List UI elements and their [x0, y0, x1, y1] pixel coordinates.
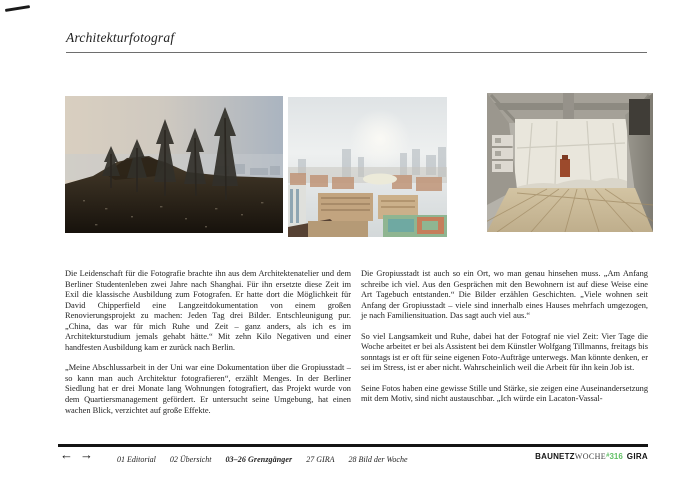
footer-rule	[58, 444, 648, 447]
next-page-arrow-icon[interactable]: →	[80, 447, 93, 462]
brand-hash: #	[606, 453, 610, 459]
chapter-navigation	[117, 455, 408, 464]
nav-item-editorial[interactable]: 01 Editorial	[117, 455, 156, 464]
header-rule	[66, 52, 647, 53]
article-paragraph: Die Gropiusstadt ist auch so ein Ort, wo man genau hinsehen muss. „Am Anfang schreibe ich viel. Aus den Gesprächen mit den Bewohnern ist auf diese Weise eine Art Tagebuch entstanden.“ Die Bilder erzählen Geschichten. „Viele wohnen seit Anfang der Gropiusstadt – viele sind innerhalb eines Hauses mehrfach umgezogen, je nach Familiensituation. Das sagt auch viel aus.“	[361, 269, 648, 321]
page-navigation	[60, 449, 93, 461]
article-paragraph: So viel Langsamkeit und Ruhe, dabei hat der Fotograf nie viel Zeit: Vier Tage die Woche arbeitet er bei als Assistent bei dem Künstler Wolfgang Tillmanns, freitags bis sonntags ist er oft für seine eigenen Foto-Aufträge unterwegs. Man könnte denken, er sei im Stress, ist er aber nicht. Wahrscheinlich weil die Arbeit für ihn kein Job ist.	[361, 331, 648, 373]
brand-baunetz: BAUNETZ	[535, 452, 575, 461]
photo-concrete-interior	[487, 93, 653, 232]
nav-item-uebersicht[interactable]: 02 Übersicht	[169, 455, 212, 464]
photo-trees-demolition-site	[65, 96, 283, 233]
article-paragraph: „Meine Abschlussarbeit in der Uni war eine Dokumentation über die Gropiusstadt – so kann man auch Architektur fotografieren“, erzählt Menges. In der Berliner Siedlung hat er drei Monate lang Wohnungen fotografiert, das Projekt wurde von dem Quartiersmanagement gefördert. Er untersucht seine Umgebung, hat einen wachen Blick, verzichtet auf große Effekte.	[65, 363, 351, 415]
brand-woche: WOCHE	[574, 452, 607, 461]
nav-item-gira[interactable]: 27 GIRA	[306, 455, 335, 464]
nav-item-bild-der-woche[interactable]: 28 Bild der Woche	[348, 455, 408, 464]
page-title: Architekturfotograf	[66, 30, 175, 45]
nav-item-grenzgaenger[interactable]: 03–26 Grenzgänger	[225, 455, 293, 464]
photo-hazy-cityscape	[288, 97, 447, 237]
corner-dash-mark	[5, 5, 30, 12]
photo-3-illustration	[487, 93, 653, 232]
photo-2-illustration	[288, 97, 447, 237]
article-column-right	[361, 269, 648, 415]
brand-gira: GIRA	[626, 452, 648, 461]
article-column-left	[65, 269, 351, 426]
baunetzwoche-logo[interactable]	[535, 452, 648, 461]
photo-1-illustration	[65, 96, 283, 233]
article-paragraph: Seine Fotos haben eine gewisse Stille und Stärke, sie zeigen eine Auseinandersetzung mit dem Motiv, sind nicht austauschbar. „Ich würde ein Lacaton-Vassal-	[361, 383, 649, 404]
article-paragraph: Die Leidenschaft für die Fotografie brachte ihn aus dem Architektenatelier und dem Berliner Studentenleben zwei Jahre nach Shanghai. Für ihn ersetzte diese Zeit im Exil die klassische Ausbildung zum Fotografen. Er hatte dort die Möglichkeit für David Chipperfield eine Langzeitdokumentation von einem großen Renovierungsprojekt zu machen: Jeden Tag drei Bilder. Entschleunigung pur. „China, das war für mich Ruhe und Zeit – ganz anders, als ich es im Architekturstudium jemals gehabt hätte.“ Mit zehn Kilo Negativen und einer handfesten Ausbildung kam er zurück nach Berlin.	[65, 269, 351, 352]
brand-issue-number: 316	[609, 452, 623, 461]
previous-page-arrow-icon[interactable]: ←	[60, 447, 73, 462]
